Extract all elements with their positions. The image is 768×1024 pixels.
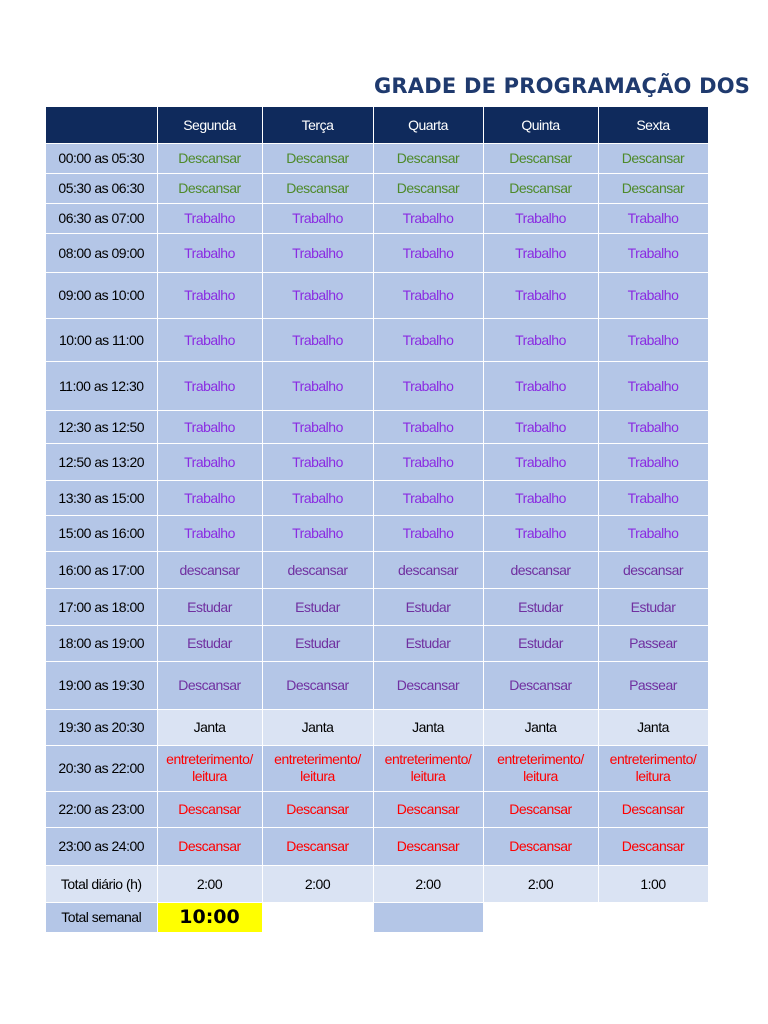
- activity-cell: Estudar: [598, 588, 708, 625]
- time-cell: 10:00 as 11:00: [46, 318, 157, 361]
- activity-cell: Trabalho: [262, 480, 373, 515]
- time-cell: 18:00 as 19:00: [46, 625, 157, 661]
- table-row: [46, 143, 708, 173]
- daily-total-label: Total diário (h): [46, 865, 157, 902]
- time-cell: 23:00 as 24:00: [46, 827, 157, 865]
- time-cell: 15:00 as 16:00: [46, 515, 157, 551]
- activity-cell: descansar: [373, 551, 483, 588]
- activity-cell: Descansar: [373, 791, 483, 827]
- activity-cell: Trabalho: [483, 410, 598, 443]
- header-corner: [46, 107, 157, 143]
- activity-cell: Descansar: [483, 143, 598, 173]
- activity-cell: [262, 745, 373, 791]
- activity-cell: Trabalho: [262, 318, 373, 361]
- activity-cell: Trabalho: [598, 515, 708, 551]
- time-cell: 17:00 as 18:00: [46, 588, 157, 625]
- activity-cell: Estudar: [373, 625, 483, 661]
- daily-total-value: 2:00: [373, 865, 483, 902]
- empty-cell: [598, 902, 708, 932]
- activity-cell: Descansar: [483, 791, 598, 827]
- activity-cell: Trabalho: [598, 361, 708, 410]
- activity-cell: Trabalho: [157, 318, 262, 361]
- activity-cell: Trabalho: [262, 410, 373, 443]
- activity-cell: Trabalho: [157, 515, 262, 551]
- activity-cell: Descansar: [157, 791, 262, 827]
- activity-cell: Trabalho: [262, 203, 373, 233]
- activity-cell: Trabalho: [157, 203, 262, 233]
- time-cell: 16:00 as 17:00: [46, 551, 157, 588]
- activity-cell: Estudar: [262, 588, 373, 625]
- table-row: [46, 588, 708, 625]
- activity-cell: Descansar: [598, 827, 708, 865]
- activity-line: entreterimento/: [497, 751, 584, 767]
- time-cell: 05:30 as 06:30: [46, 173, 157, 203]
- activity-cell: Estudar: [483, 625, 598, 661]
- activity-cell: Trabalho: [373, 515, 483, 551]
- activity-cell: Estudar: [157, 588, 262, 625]
- table-row: [46, 410, 708, 443]
- activity-cell: Descansar: [483, 661, 598, 709]
- time-cell: 00:00 as 05:30: [46, 143, 157, 173]
- activity-cell: Trabalho: [598, 410, 708, 443]
- activity-cell: [598, 745, 708, 791]
- activity-cell: Janta: [483, 709, 598, 745]
- activity-cell: Trabalho: [373, 410, 483, 443]
- table-row: [46, 480, 708, 515]
- time-cell: 08:00 as 09:00: [46, 233, 157, 272]
- table-row: [46, 515, 708, 551]
- activity-line: leitura: [300, 768, 335, 784]
- activity-cell: Descansar: [598, 791, 708, 827]
- activity-cell: Trabalho: [483, 443, 598, 480]
- activity-cell: Trabalho: [373, 272, 483, 318]
- activity-cell: Trabalho: [157, 272, 262, 318]
- time-cell: 13:30 as 15:00: [46, 480, 157, 515]
- page-title: GRADE DE PROGRAMAÇÃO DOS: [374, 74, 751, 98]
- time-cell: 19:00 as 19:30: [46, 661, 157, 709]
- time-cell: 09:00 as 10:00: [46, 272, 157, 318]
- activity-cell: Descansar: [157, 143, 262, 173]
- activity-cell: Descansar: [373, 661, 483, 709]
- weekly-total-value: 10:00: [157, 902, 262, 932]
- activity-cell: Estudar: [483, 588, 598, 625]
- activity-cell: Descansar: [262, 791, 373, 827]
- schedule-table: [46, 107, 709, 933]
- activity-cell: Trabalho: [373, 233, 483, 272]
- activity-cell: Trabalho: [373, 480, 483, 515]
- empty-cell: [373, 902, 483, 932]
- activity-cell: Trabalho: [262, 443, 373, 480]
- activity-cell: descansar: [598, 551, 708, 588]
- activity-cell: [483, 745, 598, 791]
- activity-cell: Trabalho: [483, 203, 598, 233]
- table-row: [46, 827, 708, 865]
- activity-line: entreterimento/: [609, 751, 697, 767]
- activity-cell: [157, 745, 262, 791]
- activity-line: entreterimento/: [274, 751, 361, 767]
- activity-line: leitura: [635, 768, 671, 784]
- activity-cell: Descansar: [483, 173, 598, 203]
- table-row: [46, 551, 708, 588]
- table-row: [46, 443, 708, 480]
- time-cell: 06:30 as 07:00: [46, 203, 157, 233]
- table-row: [46, 318, 708, 361]
- activity-cell: Trabalho: [483, 233, 598, 272]
- activity-cell: descansar: [483, 551, 598, 588]
- activity-line: entreterimento/: [166, 751, 253, 767]
- activity-cell: Trabalho: [157, 410, 262, 443]
- activity-cell: Trabalho: [262, 361, 373, 410]
- activity-cell: descansar: [157, 551, 262, 588]
- activity-cell: Trabalho: [598, 233, 708, 272]
- table-row: [46, 709, 708, 745]
- activity-cell: Estudar: [373, 588, 483, 625]
- activity-cell: Trabalho: [262, 515, 373, 551]
- table-row: [46, 791, 708, 827]
- activity-cell: Janta: [157, 709, 262, 745]
- activity-cell: Descansar: [373, 173, 483, 203]
- time-cell: 19:30 as 20:30: [46, 709, 157, 745]
- activity-line: leitura: [523, 768, 558, 784]
- time-cell: 12:50 as 13:20: [46, 443, 157, 480]
- activity-cell: Estudar: [157, 625, 262, 661]
- activity-cell: Descansar: [262, 661, 373, 709]
- activity-cell: Descansar: [262, 827, 373, 865]
- activity-cell: Trabalho: [598, 272, 708, 318]
- empty-cell: [483, 902, 598, 932]
- activity-cell: [373, 745, 483, 791]
- weekly-total-row: [46, 902, 708, 932]
- activity-line: entreterimento/: [384, 751, 472, 767]
- activity-cell: Passear: [598, 661, 708, 709]
- table-row: [46, 625, 708, 661]
- activity-cell: Trabalho: [262, 272, 373, 318]
- activity-cell: Trabalho: [373, 203, 483, 233]
- activity-cell: Trabalho: [373, 443, 483, 480]
- activity-cell: Trabalho: [483, 361, 598, 410]
- day-header: Quarta: [373, 107, 483, 143]
- time-cell: 11:00 as 12:30: [46, 361, 157, 410]
- time-cell: 20:30 as 22:00: [46, 745, 157, 791]
- activity-cell: Passear: [598, 625, 708, 661]
- activity-cell: Descansar: [157, 173, 262, 203]
- activity-cell: Trabalho: [373, 361, 483, 410]
- activity-cell: Descansar: [157, 661, 262, 709]
- activity-cell: Descansar: [373, 827, 483, 865]
- activity-cell: Trabalho: [598, 480, 708, 515]
- activity-cell: Estudar: [262, 625, 373, 661]
- activity-cell: Janta: [598, 709, 708, 745]
- activity-cell: Trabalho: [598, 203, 708, 233]
- activity-cell: Trabalho: [157, 361, 262, 410]
- day-header: Sexta: [598, 107, 708, 143]
- activity-cell: Descansar: [598, 173, 708, 203]
- header-row: [46, 107, 708, 143]
- activity-cell: Descansar: [373, 143, 483, 173]
- activity-cell: Janta: [373, 709, 483, 745]
- activity-cell: Trabalho: [483, 480, 598, 515]
- day-header: Segunda: [157, 107, 262, 143]
- table-row: [46, 661, 708, 709]
- activity-cell: Trabalho: [262, 233, 373, 272]
- activity-cell: Trabalho: [598, 443, 708, 480]
- daily-total-row: [46, 865, 708, 902]
- activity-cell: Descansar: [262, 143, 373, 173]
- daily-total-value: 2:00: [483, 865, 598, 902]
- weekly-total-label: Total semanal: [46, 902, 157, 932]
- activity-cell: Descansar: [262, 173, 373, 203]
- activity-cell: Descansar: [598, 143, 708, 173]
- activity-cell: Trabalho: [373, 318, 483, 361]
- activity-cell: Trabalho: [157, 443, 262, 480]
- table-row: [46, 745, 708, 791]
- empty-cell: [262, 902, 373, 932]
- activity-cell: Trabalho: [598, 318, 708, 361]
- activity-cell: Trabalho: [157, 480, 262, 515]
- activity-cell: descansar: [262, 551, 373, 588]
- activity-line: leitura: [192, 768, 227, 784]
- daily-total-value: 1:00: [598, 865, 708, 902]
- table-row: [46, 233, 708, 272]
- day-header: Terça: [262, 107, 373, 143]
- daily-total-value: 2:00: [157, 865, 262, 902]
- daily-total-value: 2:00: [262, 865, 373, 902]
- activity-cell: Trabalho: [157, 233, 262, 272]
- activity-cell: Trabalho: [483, 515, 598, 551]
- activity-line: leitura: [410, 768, 446, 784]
- activity-cell: Descansar: [483, 827, 598, 865]
- activity-cell: Trabalho: [483, 272, 598, 318]
- time-cell: 22:00 as 23:00: [46, 791, 157, 827]
- table-row: [46, 203, 708, 233]
- activity-cell: Janta: [262, 709, 373, 745]
- table-row: [46, 361, 708, 410]
- table-row: [46, 173, 708, 203]
- activity-cell: Descansar: [157, 827, 262, 865]
- day-header: Quinta: [483, 107, 598, 143]
- activity-cell: Trabalho: [483, 318, 598, 361]
- table-row: [46, 272, 708, 318]
- time-cell: 12:30 as 12:50: [46, 410, 157, 443]
